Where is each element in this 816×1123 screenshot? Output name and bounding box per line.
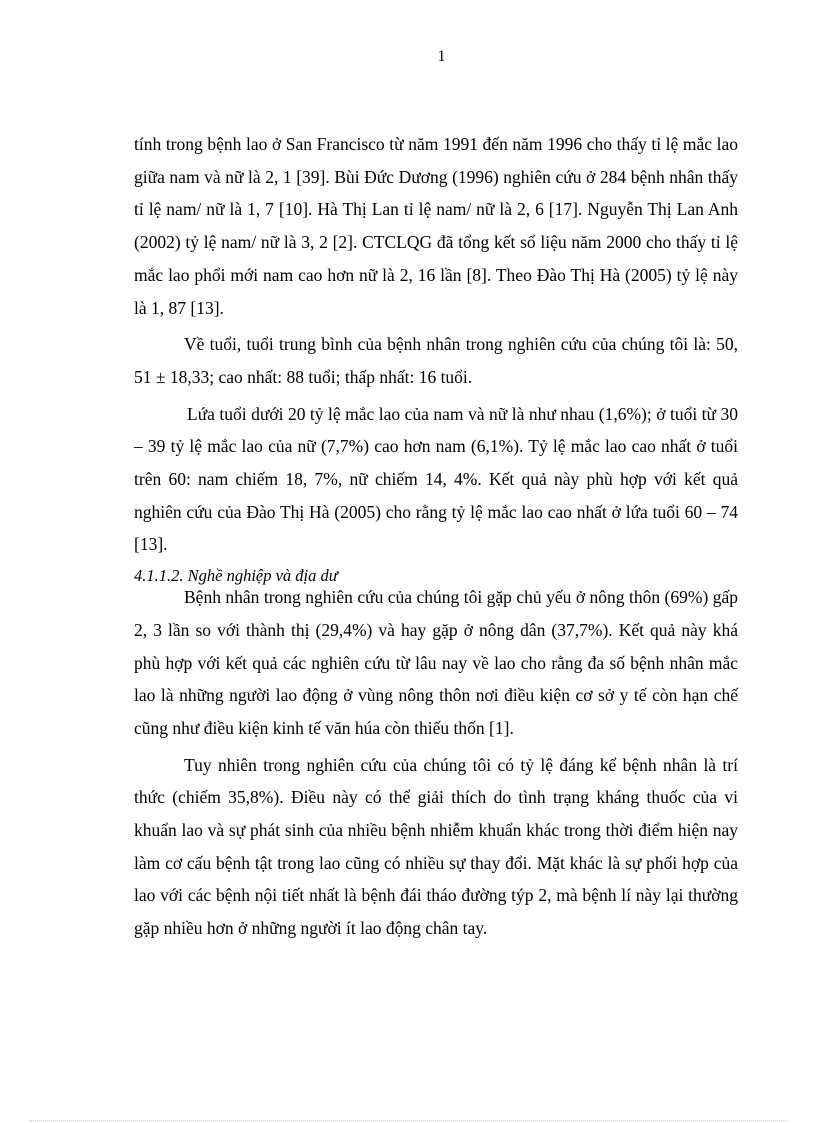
paragraph-mean-age: Về tuổi, tuổi trung bình của bệnh nhân trong nghiên cứu của chúng tôi là: 50, 51 ± 18,33; cao nhất: 88 tuổi; thấp nhất: 16 tuổi.: [134, 334, 738, 387]
paragraph-age-groups: Lứa tuổi dưới 20 tỷ lệ mắc lao của nam và nữ là như nhau (1,6%); ở tuổi từ 30 – 39 tỷ lệ mắc lao của nữ (7,7%) cao hơn nam (6,1%). Tỷ lệ mắc lao cao nhất ở tuổi trên 60: nam chiếm 18, 7%, nữ chiếm 14, 4%. Kết quả này phù hợp với kết quả nghiên cứu của Đào Thị Hà (2005) cho rằng tỷ lệ mắc lao cao nhất ở lứa tuổi 60 – 74 [13].: [134, 403, 738, 555]
paragraph-sex-ratio: tính trong bệnh lao ở San Francisco từ năm 1991 đến năm 1996 cho thấy tỉ lệ mắc lao giữa nam và nữ là 2, 1 [39]. Bùi Đức Dương (1996) nghiên cứu ở 284 bệnh nhân thấy tỉ lệ nam/ nữ là 1, 7 [10]. Hà Thị Lan tỉ lệ nam/ nữ là 2, 6 [17]. Nguyễn Thị Lan Anh (2002) tỷ lệ nam/ nữ là 3, 2 [2]. CTCLQG đã tổng kết số liệu năm 2000 cho thấy tỉ lệ mắc lao phổi mới nam cao hơn nữ là 2, 16 lần [8]. Theo Đào Thị Hà (2005) tỷ lệ này là 1, 87 [13].: [134, 134, 738, 318]
paragraph-intellectuals: Tuy nhiên trong nghiên cứu của chúng tôi có tỷ lệ đáng kể bệnh nhân là trí thức (chiếm 35,8%). Điều này có thể giải thích do tình trạng kháng thuốc của vi khuẩn lao và sự phát sinh của nhiều bệnh nhiễm khuẩn khác trong thời điểm hiện nay làm cơ cấu bệnh tật trong lao cũng có nhiều sự thay đổi. Mặt khác là sự phối hợp của lao với các bệnh nội tiết nhất là bệnh đái tháo đường týp 2, mà bệnh lí này lại thường gặp nhiều hơn ở những người ít lao động chân tay.: [134, 754, 738, 939]
paragraph-occupation-geography: Bệnh nhân trong nghiên cứu của chúng tôi gặp chủ yếu ở nông thôn (69%) gấp 2, 3 lần so với thành thị (29,4%) và hay gặp ở nông dân (37,7%). Kết quả này khá phù hợp với kết quả các nghiên cứu từ lâu nay về lao cho rằng đa số bệnh nhân mắc lao là những người lao động ở vùng nông thôn nơi điều kiện cơ sở y tế còn hạn chế cũng như điều kiện kinh tế văn húa còn thiếu thốn [1].: [134, 587, 738, 738]
page-number: 1: [437, 48, 446, 65]
document-body: [134, 128, 738, 949]
section-heading: 4.1.1.2. Nghề nghiệp và địa dư: [134, 566, 338, 586]
page-bottom-divider: [30, 1120, 786, 1121]
